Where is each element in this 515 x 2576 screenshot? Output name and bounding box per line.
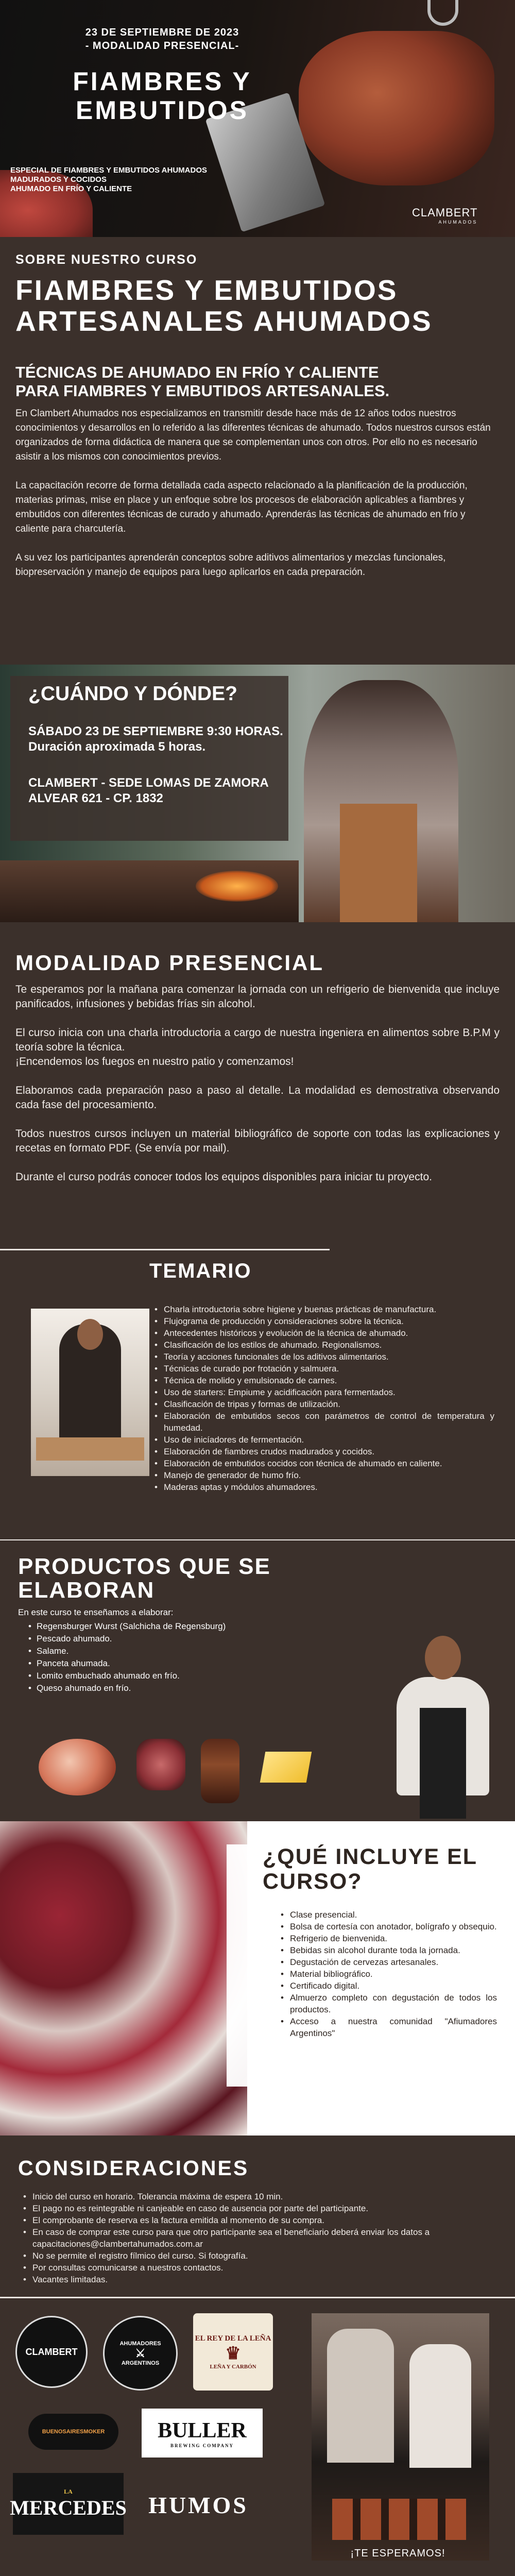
modality-paragraph-3: Elaboramos cada preparación paso a paso al detalle. La modalidad es demostrativa observando cada fase del procesamiento.	[15, 1084, 500, 1111]
products-title-line-1: PRODUCTOS QUE SE	[18, 1554, 271, 1579]
includes-item: • Certificado digital.	[281, 1980, 497, 1992]
crossed-tools-icon: ⚔	[135, 2346, 146, 2360]
buenosairesmoker-text: BUENOSAIRESMOKER	[42, 2429, 105, 2435]
includes-item: • Acceso a nuestra comunidad "Afiumadores Argentinos"	[281, 2015, 497, 2039]
syllabus-item: • Elaboración de embutidos cocidos con técnica de ahumado en caliente.	[154, 1458, 494, 1469]
mercedes-sub-text: LA	[64, 2488, 73, 2495]
buller-text: BULLER	[158, 2418, 247, 2443]
chef-portrait	[397, 1636, 489, 1819]
products-title	[18, 1555, 327, 1602]
hero-sub-1: ESPECIAL DE FIAMBRES Y EMBUTIDOS AHUMADOS	[10, 166, 207, 175]
syllabus-item: • Charla introductoria sobre higiene y buenas prácticas de manufactura.	[154, 1303, 494, 1315]
fire-image	[196, 871, 278, 902]
syllabus-section	[0, 1260, 515, 1540]
sponsors-section	[0, 2303, 515, 2576]
hero-subtitle	[10, 166, 258, 194]
crown-icon: ♛	[225, 2344, 241, 2363]
bacon-image	[201, 1739, 239, 1803]
hero-sub-2: MADURADOS Y COCIDOS	[10, 175, 107, 184]
buller-logo	[142, 2409, 263, 2458]
chef-figure-1	[327, 2329, 394, 2463]
about-paragraph-1: En Clambert Ahumados nos especializamos en transmitir desde hace más de 12 años todos nuestros conocimientos y desarrollos en lo referido a las diferentes técnicas de ahumado. Todos nuestros cursos están organizados de forma didáctica de manera que se complementan unos con otros. Por ello no es necesario asistir a los mismos con conocimientos previos.	[15, 408, 491, 462]
consideration-item: • Por consultas comunicarse a nuestros contactos.	[23, 2262, 487, 2274]
syllabus-item: • Técnica de molido y emulsionado de carnes.	[154, 1375, 494, 1386]
syllabus-item: • Maderas aptas y módulos ahumadores.	[154, 1481, 494, 1493]
chef-cutting-photo	[31, 1309, 149, 1476]
includes-title	[263, 1844, 505, 1894]
includes-item: • Bebidas sin alcohol durante toda la jornada.	[281, 1944, 497, 1956]
syllabus-title: TEMARIO	[149, 1260, 252, 1282]
hero-title-line-2: EMBUTIDOS	[76, 96, 249, 125]
clambert-logo-text: CLAMBERT	[25, 2346, 78, 2357]
chef-figure-2	[409, 2344, 471, 2468]
syllabus-list	[154, 1303, 494, 1493]
where-address: ALVEAR 621 - CP. 1832	[28, 791, 163, 805]
modality-p2b-text: ¡Encendemos los fuegos en nuestro patio y comenzamos!	[15, 1056, 294, 1067]
hook-icon	[427, 0, 458, 26]
consideration-item: • En caso de comprar este curso para que otro participante sea el beneficiario deberá enviar los datos a capacitaciones@clambertahumados.com.ar	[23, 2226, 487, 2250]
about-subtitle-line-1: TÉCNICAS DE AHUMADO EN FRÍO Y CALIENTE	[15, 363, 379, 381]
hero-title	[36, 67, 288, 125]
ahumadores-text-1: AHUMADORES	[119, 2340, 161, 2347]
product-item: • Pescado ahumado.	[28, 1633, 226, 1645]
syllabus-item: • Flujograma de producción y consideraciones sobre la técnica.	[154, 1315, 494, 1327]
consideration-item: • El pago no es reintegrable ni canjeable en caso de ausencia por parte del participante.	[23, 2202, 487, 2214]
el-rey-de-la-lena-logo	[193, 2313, 273, 2391]
products-title-line-2: ELABORAN	[18, 1578, 155, 1603]
brand-name: CLAMBERT	[412, 206, 478, 219]
grilled-meat	[332, 2499, 466, 2540]
considerations-list	[23, 2191, 487, 2285]
syllabus-item: • Uso de starters: Empiume y acidificación para fermentados.	[154, 1386, 494, 1398]
ham-slices-image	[39, 1739, 116, 1795]
rey-text-2: LEÑA Y CARBÓN	[210, 2363, 256, 2370]
consideration-item: • El comprobante de reserva es la factura emitida al momento de su compra.	[23, 2214, 487, 2226]
about-title-line-2: ARTESANALES AHUMADOS	[15, 305, 433, 337]
consideration-item: • Inicio del curso en horario. Tolerancia máxima de espera 10 min.	[23, 2191, 487, 2202]
humos-logo	[139, 2481, 258, 2530]
brand-logo	[412, 206, 477, 225]
product-item: • Queso ahumado en frío.	[28, 1682, 226, 1694]
syllabus-item: • Uso de inicíadores de fermentación.	[154, 1434, 494, 1446]
apron-image	[340, 804, 417, 922]
charcuterie-platter-image	[0, 1821, 247, 2136]
brand-sub: AHUMADOS	[438, 219, 478, 225]
includes-section	[0, 1821, 515, 2136]
syllabus-item: • Clasificación de tripas y formas de utilización.	[154, 1398, 494, 1410]
products-intro: En este curso te enseñamos a elaborar:	[18, 1607, 174, 1617]
modality-title: MODALIDAD PRESENCIAL	[15, 951, 324, 975]
cheese-image	[260, 1752, 312, 1783]
when-duration: Duración aproximada 5 horas.	[28, 740, 206, 754]
about-subtitle	[15, 363, 500, 400]
about-title-line-1: FIAMBRES Y EMBUTIDOS	[15, 274, 398, 306]
rey-text-1: EL REY DE LA LEÑA	[195, 2334, 271, 2343]
modality-paragraph-2	[15, 1026, 500, 1069]
includes-item: • Bolsa de cortesía con anotador, bolígrafo y obsequio.	[281, 1921, 497, 1933]
hero-sub-3: AHUMADO EN FRÍO Y CALIENTE	[10, 184, 132, 193]
syllabus-item: • Teoría y acciones funcionales de los aditivos alimentarios.	[154, 1351, 494, 1363]
smoked-meat-image	[299, 31, 494, 185]
syllabus-item: • Antecedentes históricos y evolución de la técnica de ahumado.	[154, 1327, 494, 1339]
hero-banner	[0, 0, 515, 237]
chef-head	[77, 1319, 103, 1350]
about-section	[0, 237, 515, 659]
includes-item: • Degustación de cervezas artesanales.	[281, 1956, 497, 1968]
products-section	[0, 1540, 515, 1819]
ahumadores-argentinos-logo	[103, 2316, 178, 2391]
when-title: ¿CUÁNDO Y DÓNDE?	[28, 683, 237, 705]
section-divider	[0, 1249, 330, 1250]
includes-item: • Refrigerio de bienvenida.	[281, 1933, 497, 1944]
when-date: SÁBADO 23 DE SEPTIEMBRE 9:30 HORAS.	[28, 724, 283, 738]
syllabus-item: • Elaboración de embutidos secos con parámetros de control de temperatura y humedad.	[154, 1410, 494, 1434]
sausage-slices-image	[136, 1739, 185, 1790]
modality-p2-text: El curso inicia con una charla introductoria a cargo de nuestra ingeniera en alimentos sobre B.P.M y teoría sobre la técnica.	[15, 1027, 500, 1053]
where-venue: CLAMBERT - SEDE LOMAS DE ZAMORA	[28, 776, 269, 790]
la-mercedes-logo	[10, 2473, 127, 2535]
includes-list	[281, 1909, 497, 2039]
syllabus-item: • Clasificación de los estilos de ahumado. Regionalismos.	[154, 1339, 494, 1351]
about-title	[15, 275, 500, 336]
chef-portrait-head	[425, 1636, 461, 1680]
clambert-logo	[15, 2316, 88, 2388]
modality-paragraph-1: Te esperamos por la mañana para comenzar la jornada con un refrigerio de bienvenida que incluye panificados, infusiones y bebidas frías sin alcohol.	[15, 984, 500, 1010]
humos-text: HUMOS	[148, 2492, 248, 2518]
chef-portrait-apron	[420, 1708, 466, 1819]
syllabus-item: • Técnicas de curado por frotación y salmuera.	[154, 1363, 494, 1375]
includes-item: • Clase presencial.	[281, 1909, 497, 1921]
hero-title-line-1: FIAMBRES Y	[73, 67, 252, 96]
grilling-chefs-photo	[312, 2313, 489, 2561]
product-item: • Panceta ahumada.	[28, 1657, 226, 1670]
considerations-section	[0, 2138, 515, 2303]
includes-item: • Material bibliográfico.	[281, 1968, 497, 1980]
includes-item: • Almuerzo completo con degustación de todos los productos.	[281, 1992, 497, 2015]
about-subtitle-line-2: PARA FIAMBRES Y EMBUTIDOS ARTESANALES.	[15, 382, 390, 400]
see-you-text: ¡TE ESPERAMOS!	[350, 2548, 445, 2559]
date-text: 23 DE SEPTIEMBRE DE 2023	[85, 27, 239, 38]
about-paragraph-3: A su vez los participantes aprenderán conceptos sobre aditivos alimentarios y mezclas funcionales, biopreservación y manejo de equipos para luego aplicarlos en cada preparación.	[15, 552, 446, 578]
section-divider	[0, 2297, 515, 2298]
product-item: • Lomito embuchado ahumado en frío.	[28, 1670, 226, 1682]
modality-section	[0, 922, 515, 1260]
about-paragraph-2: La capacitación recorre de forma detallada cada aspecto relacionado a la planificación de la producción, materias primas, mise en place y un enfoque sobre los procesos de elaboración aplicables a fiambres y embutidos con diferentes técnicas de curado y ahumado. Aprenderás las técnicas de ahumado en frío y caliente para charcutería.	[15, 480, 468, 534]
products-list	[28, 1620, 226, 1694]
modality-paragraph-5: Durante el curso podrás conocer todos los equipos disponibles para iniciar tu proyecto.	[15, 1171, 432, 1183]
buenosairesmoker-logo	[28, 2414, 118, 2450]
includes-title-line-1: ¿QUÉ INCLUYE EL	[263, 1844, 478, 1869]
ahumadores-text-2: ARGENTINOS	[121, 2360, 160, 2366]
consideration-item: • No se permite el registro fílmico del curso. Si fotografía.	[23, 2250, 487, 2262]
includes-title-line-2: CURSO?	[263, 1869, 363, 1894]
mercedes-text: MERCEDES	[10, 2496, 127, 2519]
buller-sub-text: BREWING COMPANY	[170, 2443, 234, 2448]
syllabus-item: • Elaboración de fiambres crudos madurados y cocidos.	[154, 1446, 494, 1458]
consideration-item: • Vacantes limitadas.	[23, 2274, 487, 2285]
considerations-title: CONSIDERACIONES	[18, 2156, 249, 2180]
about-kicker: SOBRE NUESTRO CURSO	[15, 252, 198, 267]
cutting-board	[36, 1437, 144, 1461]
when-where-section	[0, 665, 515, 922]
product-item: • Regensburger Wurst (Salchicha de Regensburg)	[28, 1620, 226, 1633]
modality-paragraph-4: Todos nuestros cursos incluyen un material bibliográfico de soporte con todas las explicaciones y recetas en formato PDF. (Se envía por mail).	[15, 1128, 500, 1154]
event-date	[46, 26, 278, 53]
mode-text: - MODALIDAD PRESENCIAL-	[85, 40, 239, 52]
syllabus-item: • Manejo de generador de humo frío.	[154, 1469, 494, 1481]
product-item: • Salame.	[28, 1645, 226, 1657]
